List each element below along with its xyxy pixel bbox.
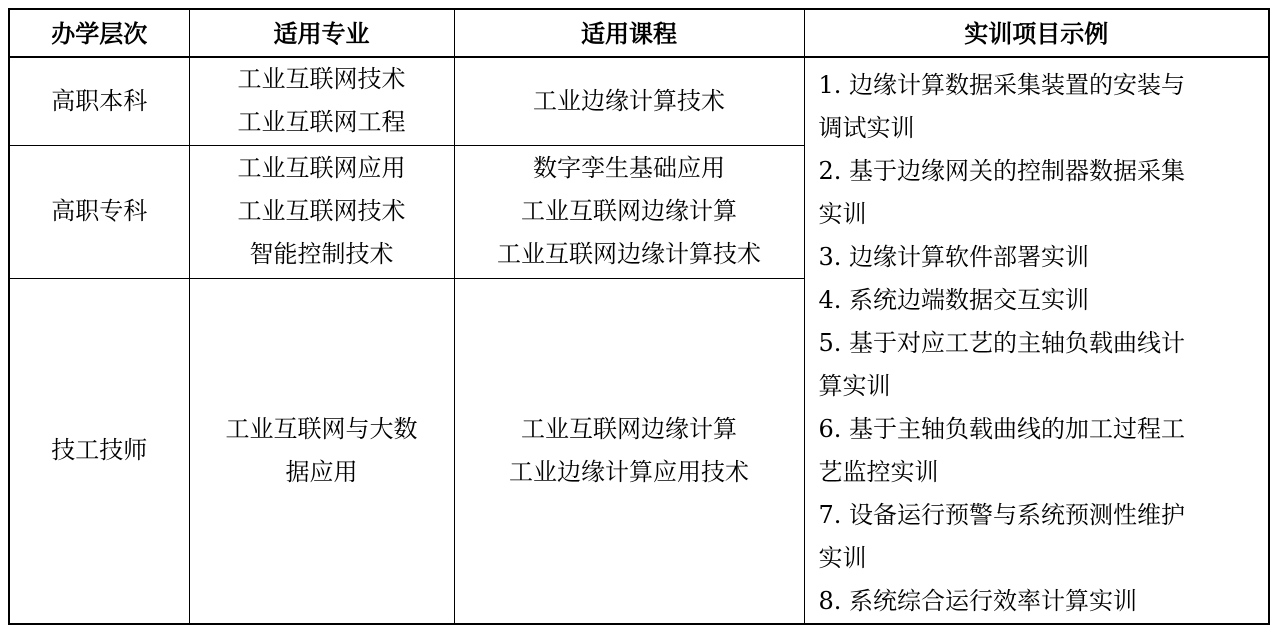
table-row <box>9 57 1269 145</box>
major-item: 据应用 <box>285 457 358 486</box>
example-line: 6. 基于主轴负载曲线的加工过程工 <box>818 415 1186 443</box>
example-item <box>819 494 1269 580</box>
example-line: 实训 <box>818 200 867 228</box>
example-line: 7. 设备运行预警与系统预测性维护 <box>818 501 1186 529</box>
example-item <box>819 408 1269 494</box>
course-item: 工业互联网边缘计算 <box>521 197 737 225</box>
header-level: 办学层次 <box>9 9 189 57</box>
courses-cell <box>454 278 804 624</box>
header-courses: 适用课程 <box>454 9 804 57</box>
table-header-row <box>9 9 1269 57</box>
example-item <box>819 236 1269 279</box>
example-line: 艺监控实训 <box>818 458 939 486</box>
major-item: 工业互联网技术 <box>237 65 406 94</box>
example-line: 2. 基于边缘网关的控制器数据采集 <box>818 157 1186 185</box>
example-line: 实训 <box>818 544 867 572</box>
course-item: 工业互联网边缘计算技术 <box>497 240 761 268</box>
major-item: 智能控制技术 <box>249 240 394 268</box>
courses-cell <box>454 57 804 145</box>
example-item <box>819 64 1269 150</box>
level-cell: 高职本科 <box>9 57 189 145</box>
training-table <box>8 8 1270 625</box>
level-cell: 技工技师 <box>9 278 189 624</box>
majors-cell <box>189 145 454 278</box>
course-item: 工业互联网边缘计算 <box>521 414 737 443</box>
example-item <box>819 279 1269 322</box>
majors-cell <box>189 57 454 145</box>
example-item <box>819 150 1269 236</box>
course-item: 工业边缘计算技术 <box>533 86 725 115</box>
example-line: 4. 系统边端数据交互实训 <box>818 286 1090 314</box>
example-line: 1. 边缘计算数据采集装置的安装与 <box>818 71 1186 99</box>
major-item: 工业互联网应用 <box>237 154 406 182</box>
level-cell: 高职专科 <box>9 145 189 278</box>
courses-cell <box>454 145 804 278</box>
course-item: 工业边缘计算应用技术 <box>509 457 749 486</box>
training-table-container <box>8 8 1270 625</box>
major-item: 工业互联网与大数 <box>225 414 418 443</box>
example-item <box>819 322 1269 408</box>
major-item: 工业互联网工程 <box>237 108 406 137</box>
major-item: 工业互联网技术 <box>237 197 406 225</box>
example-line: 算实训 <box>818 372 891 400</box>
example-line: 8. 系统综合运行效率计算实训 <box>818 587 1138 615</box>
majors-cell <box>189 278 454 624</box>
header-examples: 实训项目示例 <box>804 9 1269 57</box>
example-line: 5. 基于对应工艺的主轴负载曲线计 <box>818 329 1186 357</box>
header-majors: 适用专业 <box>189 9 454 57</box>
example-line: 3. 边缘计算软件部署实训 <box>818 243 1090 271</box>
examples-cell <box>804 57 1269 624</box>
example-line: 调试实训 <box>818 114 915 142</box>
course-item: 数字孪生基础应用 <box>533 154 725 182</box>
example-item <box>819 580 1269 623</box>
